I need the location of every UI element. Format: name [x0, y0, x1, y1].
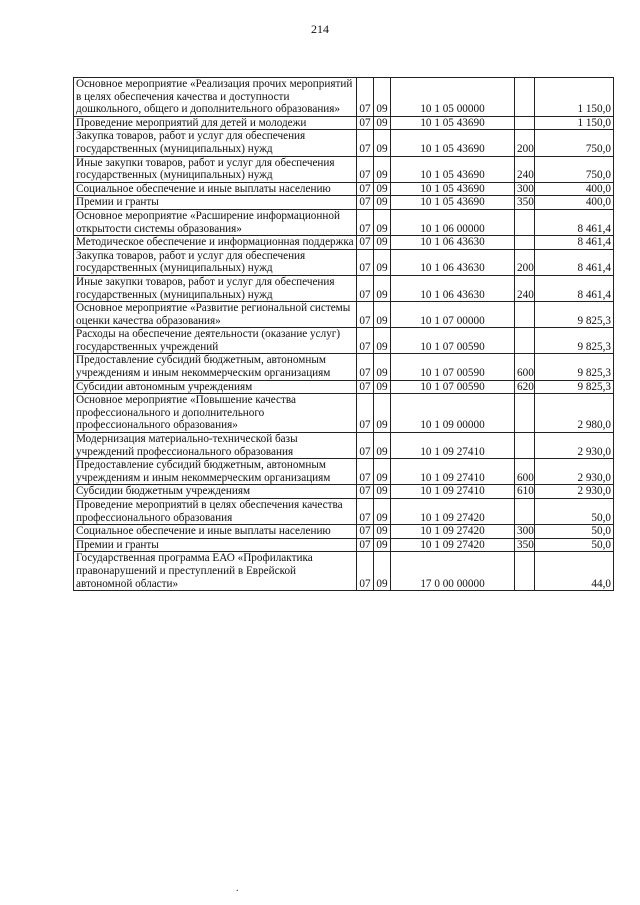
row-name: Основное мероприятие «Реализация прочих мероприятий в целях обеспечения качества и доступности дошкольного, общего и дополнительного образования»	[74, 78, 357, 117]
row-subsection-code: 09	[374, 538, 391, 552]
row-section-code: 07	[357, 433, 374, 459]
table-row	[74, 130, 614, 156]
row-section-code: 07	[357, 130, 374, 156]
row-section-code: 07	[357, 538, 374, 552]
row-name: Основное мероприятие «Повышение качества профессионального и дополнительного профессионального образования»	[74, 394, 357, 433]
row-subsection-code: 09	[374, 78, 391, 117]
row-target-article-code: 10 1 07 00590	[391, 354, 515, 380]
row-amount: 50,0	[535, 499, 614, 525]
row-name: Субсидии автономным учреждениям	[74, 380, 357, 394]
row-target-article-code: 10 1 06 43630	[391, 249, 515, 275]
row-name: Предоставление субсидий бюджетным, автономным учреждениям и иным некоммерческим организациям	[74, 354, 357, 380]
row-subsection-code: 09	[374, 156, 391, 182]
row-name: Модернизация материально-технической базы учреждений профессионального образования	[74, 433, 357, 459]
row-expense-type-code	[515, 433, 535, 459]
row-subsection-code: 09	[374, 196, 391, 210]
row-section-code: 07	[357, 459, 374, 485]
row-expense-type-code: 200	[515, 130, 535, 156]
row-expense-type-code: 200	[515, 249, 535, 275]
row-section-code: 07	[357, 116, 374, 130]
row-target-article-code: 10 1 09 27420	[391, 525, 515, 539]
row-name: Методическое обеспечение и информационная поддержка	[74, 236, 357, 250]
row-amount: 50,0	[535, 538, 614, 552]
page-number: 214	[311, 22, 329, 36]
row-subsection-code: 09	[374, 433, 391, 459]
row-subsection-code: 09	[374, 354, 391, 380]
row-target-article-code: 10 1 05 43690	[391, 116, 515, 130]
row-expense-type-code	[515, 328, 535, 354]
row-section-code: 07	[357, 302, 374, 328]
row-amount: 8 461,4	[535, 275, 614, 301]
row-section-code: 07	[357, 249, 374, 275]
row-expense-type-code: 600	[515, 354, 535, 380]
table-row	[74, 538, 614, 552]
row-expense-type-code: 350	[515, 538, 535, 552]
row-amount: 8 461,4	[535, 249, 614, 275]
table-row	[74, 156, 614, 182]
row-expense-type-code: 620	[515, 380, 535, 394]
row-subsection-code: 09	[374, 328, 391, 354]
row-name: Премии и гранты	[74, 538, 357, 552]
row-section-code: 07	[357, 552, 374, 591]
row-section-code: 07	[357, 525, 374, 539]
row-section-code: 07	[357, 182, 374, 196]
row-subsection-code: 09	[374, 394, 391, 433]
row-target-article-code: 10 1 09 27420	[391, 538, 515, 552]
row-target-article-code: 10 1 06 00000	[391, 209, 515, 235]
row-subsection-code: 09	[374, 459, 391, 485]
row-amount: 2 930,0	[535, 459, 614, 485]
table-row	[74, 354, 614, 380]
table-row	[74, 236, 614, 250]
row-name: Иные закупки товаров, работ и услуг для обеспечения государственных (муниципальных) нужд	[74, 275, 357, 301]
row-amount: 9 825,3	[535, 328, 614, 354]
row-subsection-code: 09	[374, 499, 391, 525]
row-target-article-code: 10 1 07 00590	[391, 380, 515, 394]
row-amount: 9 825,3	[535, 354, 614, 380]
row-target-article-code: 10 1 06 43630	[391, 275, 515, 301]
table-row	[74, 275, 614, 301]
row-subsection-code: 09	[374, 302, 391, 328]
row-target-article-code: 10 1 05 43690	[391, 196, 515, 210]
row-target-article-code: 10 1 06 43630	[391, 236, 515, 250]
table-row	[74, 116, 614, 130]
row-amount: 2 930,0	[535, 433, 614, 459]
row-expense-type-code	[515, 552, 535, 591]
row-subsection-code: 09	[374, 249, 391, 275]
table-row	[74, 328, 614, 354]
row-target-article-code: 10 1 09 27410	[391, 459, 515, 485]
table-row	[74, 552, 614, 591]
row-target-article-code: 17 0 00 00000	[391, 552, 515, 591]
row-section-code: 07	[357, 499, 374, 525]
row-target-article-code: 10 1 09 00000	[391, 394, 515, 433]
table-row	[74, 182, 614, 196]
row-amount: 2 930,0	[535, 485, 614, 499]
row-name: Проведение мероприятий в целях обеспечения качества профессионального образования	[74, 499, 357, 525]
row-name: Предоставление субсидий бюджетным, автономным учреждениям и иным некоммерческим организациям	[74, 459, 357, 485]
row-expense-type-code	[515, 116, 535, 130]
table-row	[74, 485, 614, 499]
row-expense-type-code	[515, 302, 535, 328]
row-section-code: 07	[357, 156, 374, 182]
row-subsection-code: 09	[374, 552, 391, 591]
row-section-code: 07	[357, 196, 374, 210]
row-section-code: 07	[357, 394, 374, 433]
row-name: Премии и гранты	[74, 196, 357, 210]
row-amount: 1 150,0	[535, 78, 614, 117]
row-name: Проведение мероприятий для детей и молодежи	[74, 116, 357, 130]
row-target-article-code: 10 1 09 27410	[391, 433, 515, 459]
row-name: Закупка товаров, работ и услуг для обеспечения государственных (муниципальных) нужд	[74, 249, 357, 275]
row-amount: 8 461,4	[535, 236, 614, 250]
budget-table	[73, 77, 614, 591]
table-row	[74, 394, 614, 433]
row-target-article-code: 10 1 05 43690	[391, 156, 515, 182]
row-subsection-code: 09	[374, 236, 391, 250]
table-row	[74, 499, 614, 525]
row-name: Закупка товаров, работ и услуг для обеспечения государственных (муниципальных) нужд	[74, 130, 357, 156]
row-expense-type-code: 610	[515, 485, 535, 499]
row-section-code: 07	[357, 209, 374, 235]
table-row	[74, 196, 614, 210]
row-subsection-code: 09	[374, 209, 391, 235]
row-amount: 44,0	[535, 552, 614, 591]
row-name: Основное мероприятие «Расширение информационной открытости системы образования»	[74, 209, 357, 235]
row-amount: 750,0	[535, 130, 614, 156]
budget-table-body	[74, 78, 614, 591]
row-target-article-code: 10 1 05 00000	[391, 78, 515, 117]
row-name: Основное мероприятие «Развитие региональной системы оценки качества образования»	[74, 302, 357, 328]
row-expense-type-code	[515, 499, 535, 525]
row-amount: 2 980,0	[535, 394, 614, 433]
row-amount: 400,0	[535, 182, 614, 196]
row-target-article-code: 10 1 05 43690	[391, 182, 515, 196]
table-row	[74, 380, 614, 394]
row-target-article-code: 10 1 09 27420	[391, 499, 515, 525]
row-expense-type-code: 240	[515, 156, 535, 182]
row-expense-type-code	[515, 78, 535, 117]
row-subsection-code: 09	[374, 275, 391, 301]
table-row	[74, 302, 614, 328]
table-row	[74, 433, 614, 459]
table-row	[74, 209, 614, 235]
row-expense-type-code: 600	[515, 459, 535, 485]
row-subsection-code: 09	[374, 380, 391, 394]
row-expense-type-code	[515, 394, 535, 433]
row-expense-type-code: 300	[515, 525, 535, 539]
row-subsection-code: 09	[374, 182, 391, 196]
row-amount: 400,0	[535, 196, 614, 210]
row-section-code: 07	[357, 275, 374, 301]
row-amount: 9 825,3	[535, 380, 614, 394]
table-row	[74, 78, 614, 117]
row-section-code: 07	[357, 328, 374, 354]
table-row	[74, 459, 614, 485]
row-expense-type-code: 350	[515, 196, 535, 210]
table-row	[74, 525, 614, 539]
row-expense-type-code	[515, 209, 535, 235]
row-name: Расходы на обеспечение деятельности (оказание услуг) государственных учреждений	[74, 328, 357, 354]
row-amount: 1 150,0	[535, 116, 614, 130]
row-target-article-code: 10 1 09 27410	[391, 485, 515, 499]
row-target-article-code: 10 1 05 43690	[391, 130, 515, 156]
row-name: Государственная программа ЕАО «Профилактика правонарушений и преступлений в Еврейской автономной области»	[74, 552, 357, 591]
row-section-code: 07	[357, 354, 374, 380]
row-name: Социальное обеспечение и иные выплаты населению	[74, 182, 357, 196]
row-amount: 750,0	[535, 156, 614, 182]
row-amount: 8 461,4	[535, 209, 614, 235]
row-subsection-code: 09	[374, 485, 391, 499]
row-subsection-code: 09	[374, 116, 391, 130]
row-target-article-code: 10 1 07 00590	[391, 328, 515, 354]
row-name: Социальное обеспечение и иные выплаты населению	[74, 525, 357, 539]
row-amount: 50,0	[535, 525, 614, 539]
table-row	[74, 249, 614, 275]
row-expense-type-code	[515, 236, 535, 250]
row-subsection-code: 09	[374, 525, 391, 539]
row-section-code: 07	[357, 78, 374, 117]
row-name: Иные закупки товаров, работ и услуг для обеспечения государственных (муниципальных) нужд	[74, 156, 357, 182]
row-subsection-code: 09	[374, 130, 391, 156]
row-target-article-code: 10 1 07 00000	[391, 302, 515, 328]
row-section-code: 07	[357, 380, 374, 394]
row-expense-type-code: 240	[515, 275, 535, 301]
row-name: Субсидии бюджетным учреждениям	[74, 485, 357, 499]
row-section-code: 07	[357, 236, 374, 250]
row-expense-type-code: 300	[515, 182, 535, 196]
row-amount: 9 825,3	[535, 302, 614, 328]
scan-speck: .	[236, 883, 239, 894]
row-section-code: 07	[357, 485, 374, 499]
